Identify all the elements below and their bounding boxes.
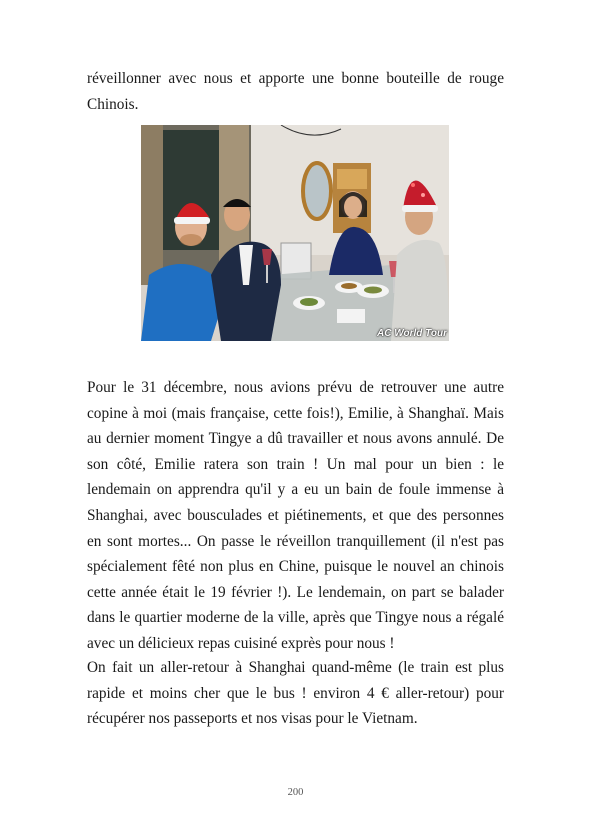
paragraph-intro-end: réveillonner avec nous et apporte une bonne bouteille de rouge Chinois. <box>87 70 504 113</box>
paragraph-new-year: Pour le 31 décembre, nous avions prévu de retrouver une autre copine à moi (mais française, cette fois!), Emilie, à Shanghaï. Mais au dernier moment Tingye a dû travailler et nous avons annulé. De son côté, Emilie ratera son train ! Un mal pour un bien : le lendemain on apprendra qu'il y a eu un bain de foule immense à Shanghai, avec bousculades et piétinements, et que des personnes en sont mortes... On passe le réveillon tranquillement (il n'est pas spécialement fêté non plus en Chine, puisque le nouvel an chinois cette année était le 19 février !). Le lendemain, on part se balader dans le quartier moderne de la ville, après que Tingye nous a régalé avec un délicieux repas cuisiné exprès pour nous ! <box>87 379 504 652</box>
photo-watermark: AC World Tour <box>377 328 447 339</box>
paragraph-shanghai-trip: On fait un aller-retour à Shanghai quand-même (le train est plus rapide et moins cher que le bus ! environ 4 € aller-retour) pour récupérer nos passeports et nos visas pour le Vietnam. <box>87 659 504 728</box>
page-number: 200 <box>287 787 304 798</box>
dinner-party-photo <box>141 125 449 341</box>
photo-illustration <box>141 125 449 341</box>
